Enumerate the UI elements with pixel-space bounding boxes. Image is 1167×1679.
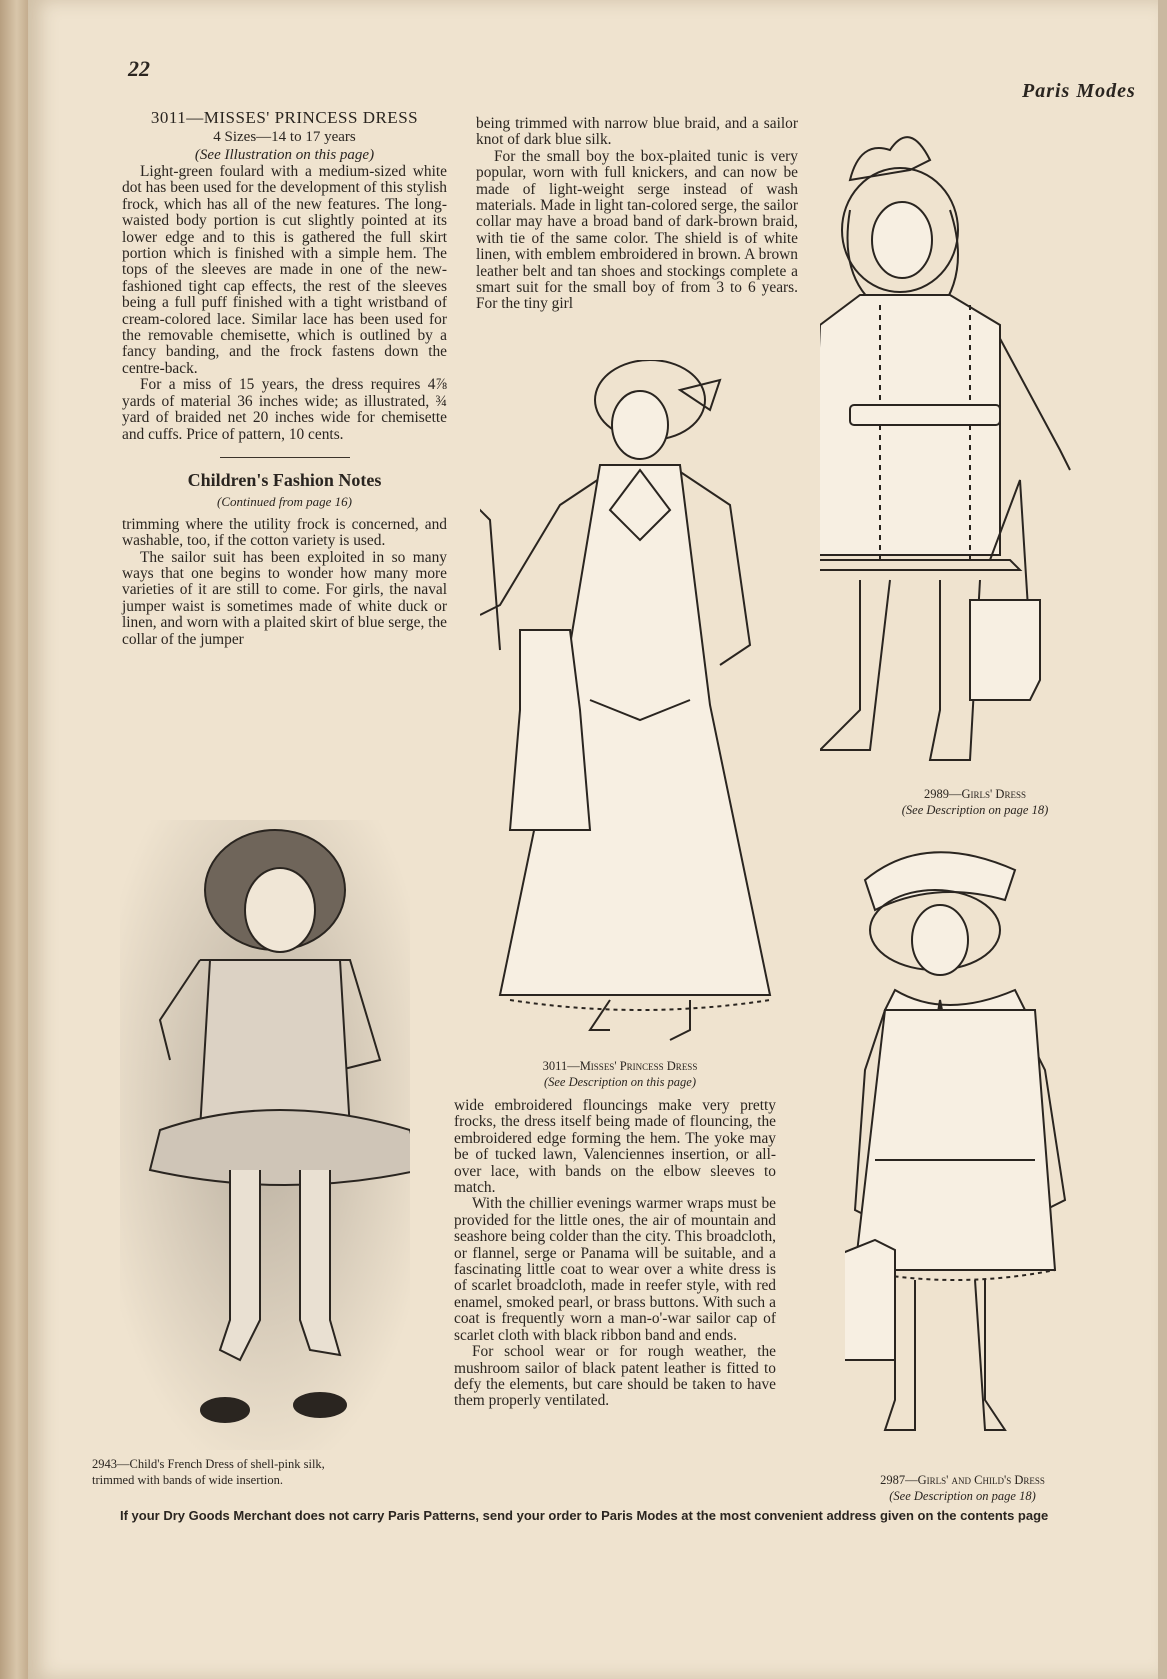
article-paragraph: For a miss of 15 years, the dress requires 4⅞ yards of material 36 inches wide; as illustrated, ¾ yard of braided net 20 inches wide for chemisette and cuffs. Price of pattern, 10 cents. [122,376,447,443]
article-see-illustration: (See Illustration on this page) [194,147,375,163]
left-column [122,108,447,648]
middle-column-top [476,116,798,313]
caption-3011 [500,1058,740,1090]
caption-2987 [840,1472,1085,1504]
girl-in-cap-dress-illustration [845,840,1105,1460]
notes-heading: Children's Fashion Notes [187,469,382,490]
notes-paragraph: being trimmed with narrow blue braid, and a sailor knot of dark blue silk. [476,115,798,149]
section-divider [220,457,350,458]
article-paragraph: Light-green foulard with a medium-sized white dot has been used for the development of this stylish frock, which has all of the new features. The long-waisted body portion is cut slightly pointed at its lower edge and to this is gathered the full skirt portion which is finished with a simple hem. The tops of the sleeves are made in one of the new-fashioned tight cap effects, the rest of the sleeves being a full puff finished with a tight wristband of cream-colored lace. Similar lace has been used for the removable chemisette, which is outlined by a fancy banding, and the frock fastens down the centre-back. [122,163,447,377]
page-number: 22 [128,56,150,81]
caption-2989 [860,786,1090,818]
french-dress-child-photo-illustration [120,820,410,1450]
article-sizes: 4 Sizes—14 to 17 years [213,129,356,145]
misses-princess-dress-illustration [480,360,780,1060]
caption-2943-desc: trimmed with bands of wide insertion. [92,1473,283,1487]
caption-2987-title: 2987—Girls' and Child's Dress [880,1473,1045,1487]
caption-2943-title: 2943—Child's French Dress of shell-pink silk, [92,1457,325,1471]
middle-column-bottom [454,1098,776,1410]
article-title: 3011—MISSES' PRINCESS DRESS [150,108,419,127]
notes-paragraph: For school wear or for rough weather, the mushroom sailor of black patent leather is fitted to defy the elements, but care should be taken to have them properly ventilated. [454,1343,776,1410]
notes-paragraph: wide embroidered flouncings make very pretty frocks, the dress itself being made of flouncing, the embroidered edge forming the hem. The yoke may be of tucked lawn, Valenciennes insertion, or all-over lace, with bands on the elbow sleeves to match. [454,1097,776,1197]
notes-continued: (Continued from page 16) [217,494,352,510]
caption-2989-ref: (See Description on page 18) [901,803,1049,817]
caption-2989-title: 2989—Girls' Dress [924,787,1026,801]
footer-notice: If your Dry Goods Merchant does not carry Paris Patterns, send your order to Paris Modes at the most convenient address given on the contents page [120,1508,1049,1523]
running-title: Paris Modes [1022,80,1136,102]
book-spine [0,0,28,1679]
girl-in-buttoned-dress-illustration [820,120,1140,780]
caption-3011-ref: (See Description on this page) [543,1075,697,1089]
notes-paragraph: With the chillier evenings warmer wraps must be provided for the little ones, the air of mountain and seashore being colder than the city. This broadcloth, or flannel, serge or Panama will be suitable, and a fascinating little coat to wear over a white dress is of scarlet broadcloth, made in reefer style, with red enamel, smoked pearl, or brass buttons. With such a coat is frequently worn a man-o'-war sailor cap of scarlet cloth with black ribbon band and ends. [454,1195,776,1344]
notes-paragraph: The sailor suit has been exploited in so many ways that one begins to wonder how many more varieties of it are still to come. For girls, the naval jumper waist is sometimes made of white duck or linen, and worn with a plaited skirt of blue serge, the collar of the jumper [122,548,447,648]
caption-2943 [92,1456,432,1488]
notes-paragraph: trimming where the utility frock is concerned, and washable, too, if the cotton variety is used. [122,515,447,550]
caption-3011-title: 3011—Misses' Princess Dress [542,1059,698,1073]
caption-2987-ref: (See Description on page 18) [889,1489,1036,1503]
notes-paragraph: For the small boy the box-plaited tunic is very popular, worn with full knickers, and can now be made of light-weight serge instead of wash materials. Made in light tan-colored serge, the sailor collar may have a broad band of dark-brown braid, with tie of the same color. The shield is of white linen, with emblem embroidered in brown. A brown leather belt and tan shoes and stockings complete a smart suit for the small boy of from 3 to 6 years. For the tiny girl [476,147,798,313]
